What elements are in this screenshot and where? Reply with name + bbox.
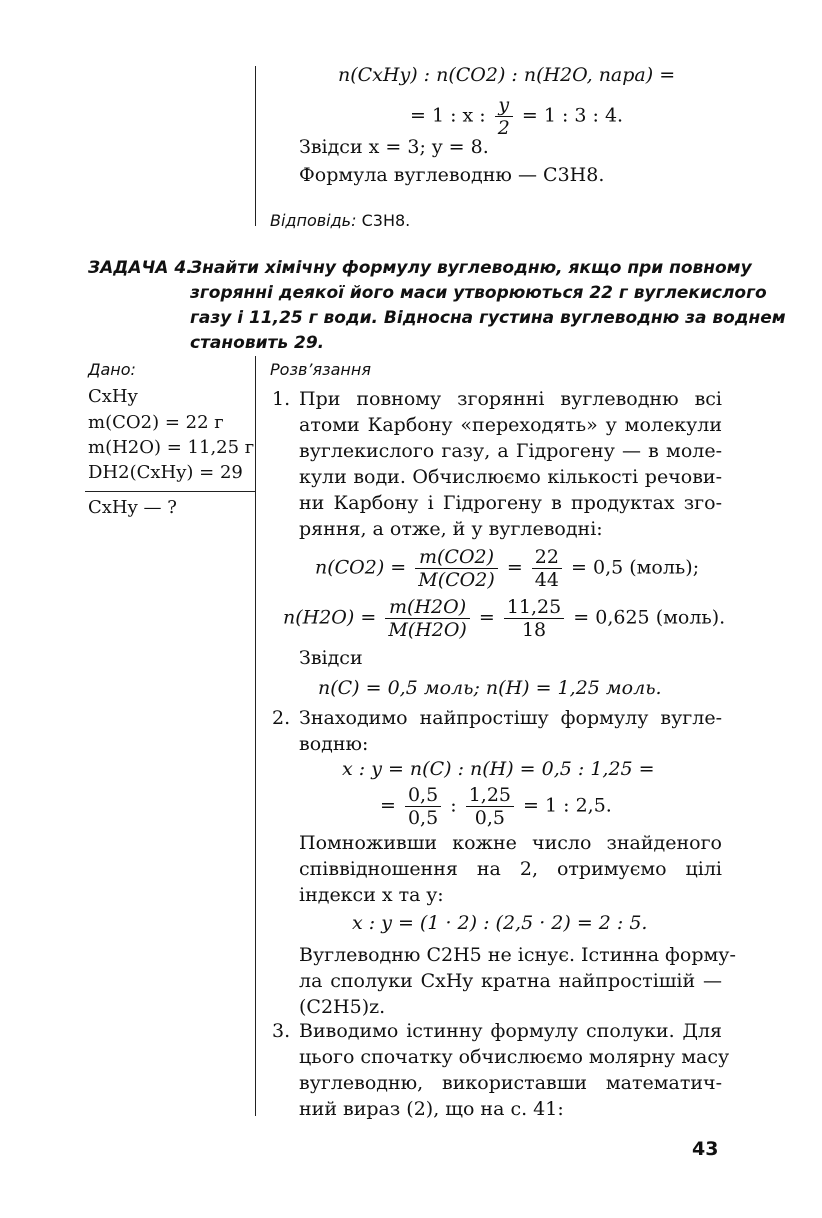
eq2-fraction-numerator: y	[495, 94, 513, 117]
ratio2-colon: :	[450, 794, 457, 817]
equation-n-h2o	[283, 596, 725, 641]
given-find: CxHy — ?	[88, 497, 177, 518]
eq-co2-num2: 22	[532, 546, 562, 569]
step2-line-1: Знаходимо найпростішу формулу вугле-	[299, 707, 722, 729]
eq2-left: = 1 : x :	[410, 104, 486, 127]
step3-line-4: ний вираз (2), що на с. 41:	[299, 1098, 564, 1120]
eq-co2-fraction-1	[415, 546, 497, 591]
eq2-fraction-denominator: 2	[497, 117, 510, 139]
nc-nh-line: n(C) = 0,5 моль; n(H) = 1,25 моль.	[318, 677, 662, 699]
eq2-right: = 1 : 3 : 4.	[521, 104, 624, 127]
step2-number: 2.	[272, 707, 291, 729]
equation-n-co2	[315, 546, 699, 591]
step1-line-5: ни Карбону і Гідрогену в продуктах зго-	[299, 492, 722, 514]
eq-co2-den1: M(CO2)	[418, 569, 495, 591]
step1-line-2: атоми Карбону «переходять» у молекули	[299, 414, 722, 436]
ratio2-left: =	[380, 794, 396, 817]
top-zvidsy-line: Звідси x = 3; y = 8.	[299, 136, 489, 158]
step2-text-2: співвідношення на 2, отримуємо цілі	[299, 858, 722, 880]
eq-co2-left: n(CO2) =	[315, 556, 407, 579]
answer-label: Відповідь:	[270, 211, 357, 230]
eq-co2-num1: m(CO2)	[415, 546, 497, 569]
task-line-4: становить 29.	[190, 333, 325, 353]
ratio2-den2: 0,5	[474, 807, 505, 829]
page-number: 43	[692, 1138, 719, 1160]
step2-text2-2: ла сполуки CxHy кратна найпростішій —	[299, 970, 722, 992]
ratio2-den1: 0,5	[407, 807, 439, 829]
step1-line-6: ряння, а отже, й у вуглеводні:	[299, 518, 603, 540]
ratio2-fraction-2	[466, 784, 514, 829]
top-equation-line-1: n(CxHy) : n(CO2) : n(H2O, пара) =	[338, 64, 676, 86]
given-title: Дано:	[88, 360, 136, 379]
step3-line-3: вуглеводню, використавши математич-	[299, 1072, 722, 1094]
zvidsy-line: Звідси	[299, 647, 363, 669]
given-separator	[85, 491, 255, 492]
step2-text2-3: (C2H5)z.	[299, 996, 386, 1018]
task-line-1: Знайти хімічну формулу вуглеводню, якщо при повному	[190, 258, 752, 278]
eq-h2o-fraction-2	[504, 596, 564, 641]
step1-line-1: При повному згорянні вуглеводню всі	[299, 388, 722, 410]
solution-column-divider	[255, 356, 256, 1116]
ratio2-fraction-1	[405, 784, 441, 829]
ratio-line-1: x : y = n(C) : n(H) = 0,5 : 1,25 =	[342, 758, 655, 780]
step3-line-2: цього спочатку обчислюємо молярну масу	[299, 1046, 730, 1068]
top-formula-line: Формула вуглеводню — C3H8.	[299, 164, 605, 186]
step3-number: 3.	[272, 1020, 291, 1042]
step2-text-3: індекси x та y:	[299, 884, 444, 906]
step2-text2-1: Вуглеводню C2H5 не існує. Істинна форму-	[299, 944, 736, 966]
eq-co2-fraction-2	[532, 546, 562, 591]
given-line-4: DH2(CxHy) = 29	[88, 462, 243, 483]
answer-value: C3H8.	[361, 211, 411, 230]
ratio-line-2	[380, 784, 612, 829]
top-column-divider	[255, 66, 256, 226]
given-line-2: m(CO2) = 22 г	[88, 412, 224, 433]
eq2-fraction	[495, 94, 513, 139]
eq-h2o-den2: 18	[521, 619, 547, 641]
eq-h2o-num1: m(H2O)	[385, 596, 470, 619]
eq-h2o-left: n(H2O) =	[283, 606, 377, 629]
top-equation-line-2	[410, 94, 623, 139]
step1-line-4: кули води. Обчислюємо кількості речови-	[299, 466, 722, 488]
solution-title: Розв’язання	[270, 360, 371, 379]
task-label: ЗАДАЧА 4.	[88, 258, 193, 278]
eq-co2-den2: 44	[534, 569, 559, 591]
given-line-1: CxHy	[88, 386, 138, 407]
task-line-2: згорянні деякої його маси утворюються 22 г вуглекислого	[190, 283, 767, 303]
eq-h2o-right: = 0,625 (моль).	[573, 606, 726, 629]
step1-line-3: вуглекислого газу, а Гідрогену — в моле-	[299, 440, 722, 462]
step2-text-1: Помноживши кожне число знайденого	[299, 832, 722, 854]
eq-h2o-fraction-1	[385, 596, 470, 641]
ratio2-num1: 0,5	[405, 784, 441, 807]
eq-co2-equals: =	[506, 556, 523, 579]
task-line-3: газу і 11,25 г води. Відносна густина вуглеводню за воднем	[190, 308, 786, 328]
step3-line-1: Виводимо істинну формулу сполуки. Для	[299, 1020, 722, 1042]
eq-h2o-equals: =	[478, 606, 495, 629]
step1-number: 1.	[272, 388, 291, 410]
eq-h2o-den1: M(H2O)	[388, 619, 467, 641]
ratio2-right: = 1 : 2,5.	[523, 794, 612, 817]
ratio-line-3: x : y = (1 · 2) : (2,5 · 2) = 2 : 5.	[352, 912, 648, 934]
given-line-3: m(H2O) = 11,25 г	[88, 437, 255, 458]
eq-co2-right: = 0,5 (моль);	[571, 556, 700, 579]
step2-line-2: водню:	[299, 733, 369, 755]
eq-h2o-num2: 11,25	[504, 596, 564, 619]
ratio2-num2: 1,25	[466, 784, 514, 807]
top-answer	[270, 211, 410, 230]
